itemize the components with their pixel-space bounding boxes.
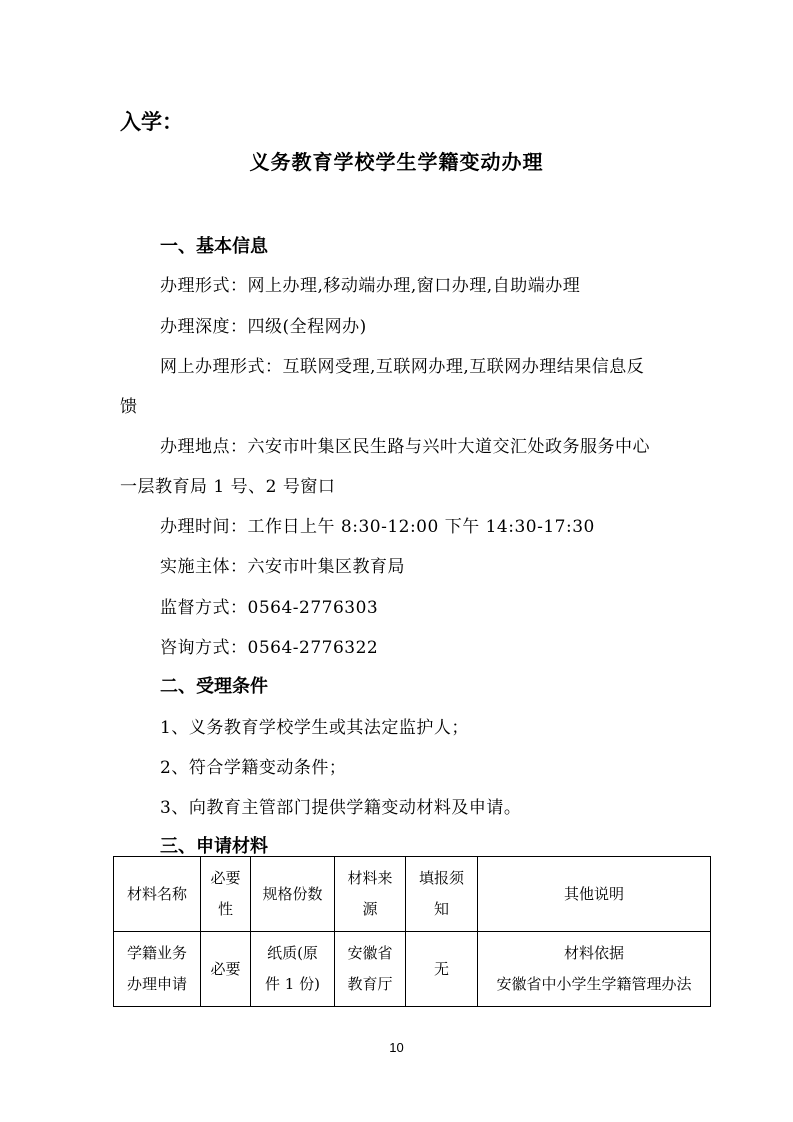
location-line-1: 办理地点：六安市叶集区民生路与兴叶大道交汇处政务服务中心 (160, 437, 650, 457)
header-material-name: 材料名称 (114, 857, 201, 932)
handling-form: 办理形式：网上办理,移动端办理,窗口办理,自助端办理 (160, 276, 581, 296)
header-other-notes: 其他说明 (478, 857, 711, 932)
section-label: 入学： (120, 110, 183, 134)
table-row (114, 932, 711, 1007)
handling-hours: 办理时间：工作日上午 8:30-12:00 下午 14:30-17:30 (160, 517, 595, 537)
implementing-authority: 实施主体：六安市叶集区教育局 (160, 557, 405, 577)
consultation-phone: 咨询方式：0564-2776322 (160, 638, 379, 658)
heading-materials: 三、申请材料 (160, 836, 268, 857)
document-title: 义务教育学校学生学籍变动办理 (249, 150, 544, 174)
materials-table (113, 856, 711, 1007)
cell-source: 安徽省 教育厅 (335, 932, 406, 1007)
cell-spec: 纸质(原 件 1 份) (251, 932, 335, 1007)
page-number: 10 (389, 1040, 404, 1055)
heading-conditions: 二、受理条件 (160, 676, 268, 697)
cell-other-notes: 材料依据 安徽省中小学生学籍管理办法 (478, 932, 711, 1007)
condition-item: 3、向教育主管部门提供学籍变动材料及申请。 (160, 798, 522, 818)
online-form-line-1: 网上办理形式：互联网受理,互联网办理,互联网办理结果信息反 (160, 357, 645, 377)
header-notice: 填报须 知 (406, 857, 478, 932)
cell-material-name: 学籍业务 办理申请 (114, 932, 201, 1007)
cell-notice: 无 (406, 932, 478, 1007)
header-necessity: 必要 性 (201, 857, 251, 932)
handling-depth: 办理深度：四级(全程网办) (160, 317, 367, 337)
header-source: 材料来 源 (335, 857, 406, 932)
condition-item: 2、符合学籍变动条件； (160, 758, 347, 778)
header-spec: 规格份数 (251, 857, 335, 932)
online-form-line-2: 馈 (120, 397, 138, 417)
supervision-phone: 监督方式：0564-2776303 (160, 598, 379, 618)
location-line-2: 一层教育局 1 号、2 号窗口 (120, 477, 336, 497)
table-header-row (114, 857, 711, 932)
cell-necessity: 必要 (201, 932, 251, 1007)
heading-basic-info: 一、基本信息 (160, 236, 268, 257)
condition-item: 1、义务教育学校学生或其法定监护人； (160, 718, 469, 738)
